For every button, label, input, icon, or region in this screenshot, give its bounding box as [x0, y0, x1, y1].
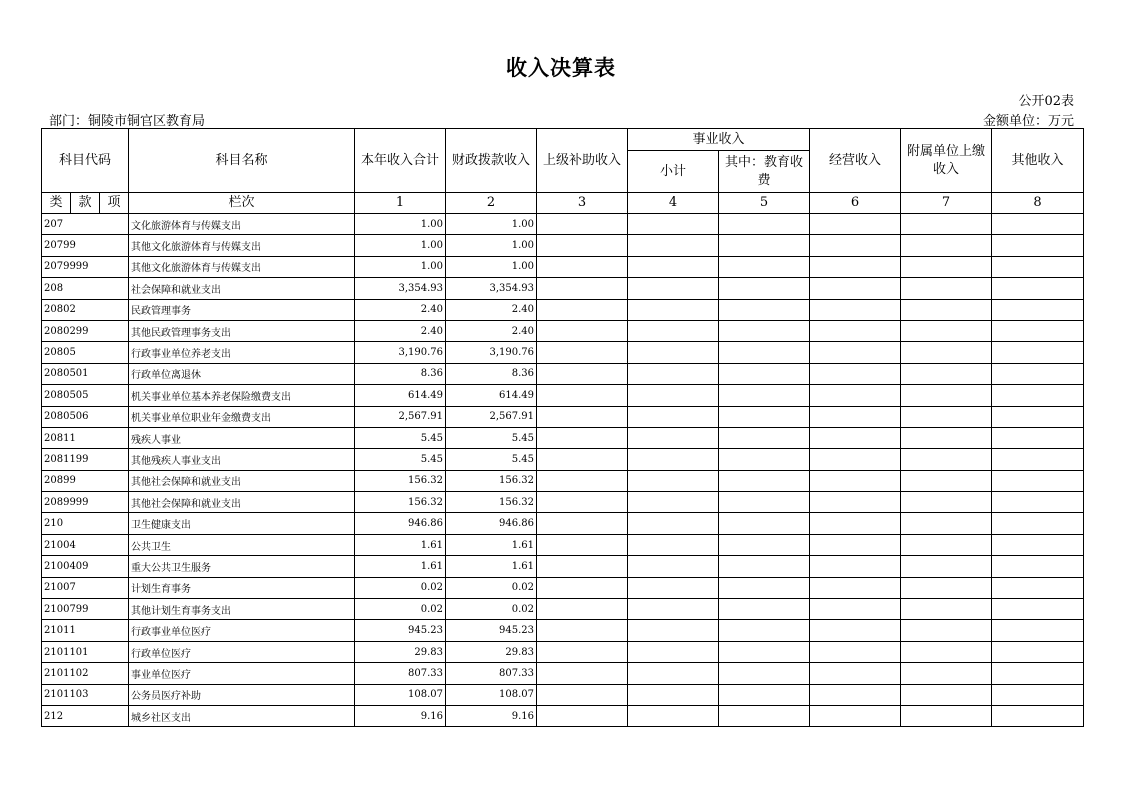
affiliated-income-cell	[901, 599, 992, 620]
operating-income-cell	[810, 684, 901, 705]
affiliated-income-cell	[901, 406, 992, 427]
fiscal-appropriation-cell: 0.02	[446, 599, 537, 620]
other-income-cell	[992, 214, 1084, 235]
other-income-cell	[992, 705, 1084, 726]
business-subtotal-cell	[628, 385, 719, 406]
fiscal-appropriation-cell: 156.32	[446, 492, 537, 513]
superior-subsidy-cell	[537, 427, 628, 448]
affiliated-income-cell	[901, 214, 992, 235]
total-income-cell: 807.33	[355, 663, 446, 684]
total-income-cell: 9.16	[355, 705, 446, 726]
operating-income-cell	[810, 256, 901, 277]
table-row	[42, 663, 1084, 684]
total-income-cell: 1.00	[355, 256, 446, 277]
superior-subsidy-cell	[537, 363, 628, 384]
table-row	[42, 684, 1084, 705]
business-subtotal-cell	[628, 641, 719, 662]
business-edu-fee-cell	[719, 256, 810, 277]
business-subtotal-cell	[628, 299, 719, 320]
fiscal-appropriation-cell: 108.07	[446, 684, 537, 705]
total-income-cell: 156.32	[355, 492, 446, 513]
subject-code-cell: 2100409	[42, 556, 129, 577]
header-business-subtotal: 小计	[628, 151, 719, 193]
subject-name-cell: 其他文化旅游体育与传媒支出	[129, 235, 355, 256]
total-income-cell: 29.83	[355, 641, 446, 662]
table-row	[42, 320, 1084, 341]
other-income-cell	[992, 641, 1084, 662]
subject-name-cell: 事业单位医疗	[129, 663, 355, 684]
subject-code-cell: 2080505	[42, 385, 129, 406]
business-edu-fee-cell	[719, 705, 810, 726]
affiliated-income-cell	[901, 385, 992, 406]
business-edu-fee-cell	[719, 620, 810, 641]
other-income-cell	[992, 299, 1084, 320]
business-edu-fee-cell	[719, 556, 810, 577]
superior-subsidy-cell	[537, 684, 628, 705]
table-row	[42, 406, 1084, 427]
subject-name-cell: 计划生育事务	[129, 577, 355, 598]
header-col-7: 7	[901, 193, 992, 214]
unit-label: 金额单位：万元	[982, 114, 1074, 129]
subject-code-cell: 21007	[42, 577, 129, 598]
subject-code-cell: 2081199	[42, 449, 129, 470]
business-subtotal-cell	[628, 492, 719, 513]
affiliated-income-cell	[901, 641, 992, 662]
table-row	[42, 705, 1084, 726]
subject-code-cell: 20805	[42, 342, 129, 363]
superior-subsidy-cell	[537, 320, 628, 341]
other-income-cell	[992, 577, 1084, 598]
fiscal-appropriation-cell: 8.36	[446, 363, 537, 384]
operating-income-cell	[810, 534, 901, 555]
affiliated-income-cell	[901, 427, 992, 448]
other-income-cell	[992, 599, 1084, 620]
fiscal-appropriation-cell: 5.45	[446, 427, 537, 448]
table-row	[42, 214, 1084, 235]
operating-income-cell	[810, 320, 901, 341]
business-edu-fee-cell	[719, 235, 810, 256]
fiscal-appropriation-cell: 614.49	[446, 385, 537, 406]
subject-name-cell: 重大公共卫生服务	[129, 556, 355, 577]
other-income-cell	[992, 235, 1084, 256]
header-total: 本年收入合计	[355, 129, 446, 193]
affiliated-income-cell	[901, 513, 992, 534]
business-subtotal-cell	[628, 235, 719, 256]
subject-name-cell: 公务员医疗补助	[129, 684, 355, 705]
superior-subsidy-cell	[537, 513, 628, 534]
affiliated-income-cell	[901, 577, 992, 598]
form-number: 公开02表	[1018, 94, 1074, 109]
business-edu-fee-cell	[719, 492, 810, 513]
subject-name-cell: 公共卫生	[129, 534, 355, 555]
total-income-cell: 0.02	[355, 599, 446, 620]
fiscal-appropriation-cell: 2.40	[446, 320, 537, 341]
superior-subsidy-cell	[537, 449, 628, 470]
business-subtotal-cell	[628, 513, 719, 534]
header-xiang: 项	[100, 193, 129, 214]
income-table	[41, 128, 1084, 727]
superior-subsidy-cell	[537, 620, 628, 641]
subject-code-cell: 2101102	[42, 663, 129, 684]
subject-name-cell: 其他社会保障和就业支出	[129, 470, 355, 491]
fiscal-appropriation-cell: 1.00	[446, 235, 537, 256]
operating-income-cell	[810, 385, 901, 406]
business-edu-fee-cell	[719, 427, 810, 448]
subject-name-cell: 行政事业单位养老支出	[129, 342, 355, 363]
affiliated-income-cell	[901, 235, 992, 256]
other-income-cell	[992, 256, 1084, 277]
operating-income-cell	[810, 363, 901, 384]
business-subtotal-cell	[628, 363, 719, 384]
superior-subsidy-cell	[537, 235, 628, 256]
other-income-cell	[992, 385, 1084, 406]
superior-subsidy-cell	[537, 470, 628, 491]
other-income-cell	[992, 470, 1084, 491]
other-income-cell	[992, 342, 1084, 363]
fiscal-appropriation-cell: 3,190.76	[446, 342, 537, 363]
subject-name-cell: 卫生健康支出	[129, 513, 355, 534]
superior-subsidy-cell	[537, 599, 628, 620]
business-edu-fee-cell	[719, 577, 810, 598]
subject-name-cell: 其他文化旅游体育与传媒支出	[129, 256, 355, 277]
other-income-cell	[992, 449, 1084, 470]
superior-subsidy-cell	[537, 556, 628, 577]
header-col-6: 6	[810, 193, 901, 214]
affiliated-income-cell	[901, 256, 992, 277]
table-row	[42, 342, 1084, 363]
affiliated-income-cell	[901, 556, 992, 577]
business-subtotal-cell	[628, 278, 719, 299]
business-edu-fee-cell	[719, 299, 810, 320]
other-income-cell	[992, 534, 1084, 555]
business-subtotal-cell	[628, 620, 719, 641]
other-income-cell	[992, 620, 1084, 641]
page-title: 收入决算表	[506, 55, 616, 80]
other-income-cell	[992, 278, 1084, 299]
header-lei: 类	[42, 193, 71, 214]
operating-income-cell	[810, 470, 901, 491]
business-edu-fee-cell	[719, 684, 810, 705]
fiscal-appropriation-cell: 946.86	[446, 513, 537, 534]
header-kuan: 款	[71, 193, 100, 214]
total-income-cell: 5.45	[355, 449, 446, 470]
operating-income-cell	[810, 278, 901, 299]
total-income-cell: 1.61	[355, 556, 446, 577]
superior-subsidy-cell	[537, 278, 628, 299]
table-row	[42, 235, 1084, 256]
total-income-cell: 945.23	[355, 620, 446, 641]
business-edu-fee-cell	[719, 385, 810, 406]
operating-income-cell	[810, 214, 901, 235]
affiliated-income-cell	[901, 449, 992, 470]
fiscal-appropriation-cell: 1.00	[446, 256, 537, 277]
header-col-5: 5	[719, 193, 810, 214]
subject-code-cell: 2079999	[42, 256, 129, 277]
total-income-cell: 1.00	[355, 235, 446, 256]
fiscal-appropriation-cell: 29.83	[446, 641, 537, 662]
operating-income-cell	[810, 705, 901, 726]
table-row	[42, 363, 1084, 384]
subject-name-cell: 行政事业单位医疗	[129, 620, 355, 641]
fiscal-appropriation-cell: 3,354.93	[446, 278, 537, 299]
subject-name-cell: 残疾人事业	[129, 427, 355, 448]
operating-income-cell	[810, 299, 901, 320]
business-edu-fee-cell	[719, 214, 810, 235]
total-income-cell: 108.07	[355, 684, 446, 705]
business-subtotal-cell	[628, 556, 719, 577]
table-row	[42, 449, 1084, 470]
business-subtotal-cell	[628, 256, 719, 277]
fiscal-appropriation-cell: 5.45	[446, 449, 537, 470]
total-income-cell: 3,190.76	[355, 342, 446, 363]
other-income-cell	[992, 406, 1084, 427]
subject-code-cell: 20899	[42, 470, 129, 491]
operating-income-cell	[810, 342, 901, 363]
subject-code-cell: 2100799	[42, 599, 129, 620]
superior-subsidy-cell	[537, 705, 628, 726]
subject-code-cell: 2080506	[42, 406, 129, 427]
other-income-cell	[992, 556, 1084, 577]
business-edu-fee-cell	[719, 663, 810, 684]
header-business: 事业收入	[628, 129, 810, 151]
table-row	[42, 385, 1084, 406]
other-income-cell	[992, 492, 1084, 513]
affiliated-income-cell	[901, 705, 992, 726]
affiliated-income-cell	[901, 320, 992, 341]
affiliated-income-cell	[901, 492, 992, 513]
subject-code-cell: 210	[42, 513, 129, 534]
operating-income-cell	[810, 235, 901, 256]
subject-name-cell: 机关事业单位职业年金缴费支出	[129, 406, 355, 427]
fiscal-appropriation-cell: 0.02	[446, 577, 537, 598]
business-edu-fee-cell	[719, 363, 810, 384]
operating-income-cell	[810, 513, 901, 534]
business-edu-fee-cell	[719, 513, 810, 534]
header-affiliated: 附属单位上缴收入	[901, 129, 992, 193]
subject-name-cell: 机关事业单位基本养老保险缴费支出	[129, 385, 355, 406]
superior-subsidy-cell	[537, 342, 628, 363]
fiscal-appropriation-cell: 2.40	[446, 299, 537, 320]
business-subtotal-cell	[628, 705, 719, 726]
subject-name-cell: 社会保障和就业支出	[129, 278, 355, 299]
operating-income-cell	[810, 599, 901, 620]
total-income-cell: 614.49	[355, 385, 446, 406]
fiscal-appropriation-cell: 2,567.91	[446, 406, 537, 427]
header-code: 科目代码	[42, 129, 129, 193]
header-col-8: 8	[992, 193, 1084, 214]
affiliated-income-cell	[901, 684, 992, 705]
business-subtotal-cell	[628, 599, 719, 620]
total-income-cell: 156.32	[355, 470, 446, 491]
operating-income-cell	[810, 663, 901, 684]
business-subtotal-cell	[628, 577, 719, 598]
department-label: 部门：铜陵市铜官区教育局	[49, 114, 206, 129]
business-edu-fee-cell	[719, 641, 810, 662]
operating-income-cell	[810, 556, 901, 577]
business-subtotal-cell	[628, 534, 719, 555]
affiliated-income-cell	[901, 620, 992, 641]
superior-subsidy-cell	[537, 534, 628, 555]
subject-code-cell: 2089999	[42, 492, 129, 513]
subject-code-cell: 208	[42, 278, 129, 299]
fiscal-appropriation-cell: 9.16	[446, 705, 537, 726]
header-other: 其他收入	[992, 129, 1084, 193]
subject-name-cell: 其他民政管理事务支出	[129, 320, 355, 341]
superior-subsidy-cell	[537, 577, 628, 598]
total-income-cell: 0.02	[355, 577, 446, 598]
subject-code-cell: 21004	[42, 534, 129, 555]
affiliated-income-cell	[901, 278, 992, 299]
total-income-cell: 1.00	[355, 214, 446, 235]
table-row	[42, 620, 1084, 641]
table-row	[42, 299, 1084, 320]
other-income-cell	[992, 663, 1084, 684]
subject-name-cell: 城乡社区支出	[129, 705, 355, 726]
business-edu-fee-cell	[719, 342, 810, 363]
affiliated-income-cell	[901, 342, 992, 363]
business-subtotal-cell	[628, 663, 719, 684]
subject-name-cell: 行政单位医疗	[129, 641, 355, 662]
other-income-cell	[992, 363, 1084, 384]
header-column-no: 栏次	[129, 193, 355, 214]
other-income-cell	[992, 320, 1084, 341]
header-operating: 经营收入	[810, 129, 901, 193]
table-row	[42, 492, 1084, 513]
business-subtotal-cell	[628, 406, 719, 427]
table-row	[42, 577, 1084, 598]
affiliated-income-cell	[901, 663, 992, 684]
other-income-cell	[992, 684, 1084, 705]
fiscal-appropriation-cell: 156.32	[446, 470, 537, 491]
fiscal-appropriation-cell: 1.61	[446, 534, 537, 555]
header-superior: 上级补助收入	[537, 129, 628, 193]
table-row	[42, 641, 1084, 662]
subject-code-cell: 2101101	[42, 641, 129, 662]
header-name: 科目名称	[129, 129, 355, 193]
header-business-edu: 其中：教育收费	[719, 151, 810, 193]
total-income-cell: 3,354.93	[355, 278, 446, 299]
business-subtotal-cell	[628, 320, 719, 341]
business-subtotal-cell	[628, 449, 719, 470]
business-edu-fee-cell	[719, 320, 810, 341]
superior-subsidy-cell	[537, 256, 628, 277]
table-row	[42, 513, 1084, 534]
operating-income-cell	[810, 427, 901, 448]
operating-income-cell	[810, 620, 901, 641]
other-income-cell	[992, 513, 1084, 534]
fiscal-appropriation-cell: 1.00	[446, 214, 537, 235]
other-income-cell	[992, 427, 1084, 448]
subject-code-cell: 20799	[42, 235, 129, 256]
superior-subsidy-cell	[537, 663, 628, 684]
operating-income-cell	[810, 406, 901, 427]
superior-subsidy-cell	[537, 406, 628, 427]
table-row	[42, 427, 1084, 448]
total-income-cell: 5.45	[355, 427, 446, 448]
operating-income-cell	[810, 641, 901, 662]
operating-income-cell	[810, 577, 901, 598]
affiliated-income-cell	[901, 534, 992, 555]
table-row	[42, 534, 1084, 555]
business-edu-fee-cell	[719, 599, 810, 620]
business-subtotal-cell	[628, 470, 719, 491]
business-edu-fee-cell	[719, 449, 810, 470]
affiliated-income-cell	[901, 363, 992, 384]
subject-name-cell: 民政管理事务	[129, 299, 355, 320]
subject-code-cell: 20802	[42, 299, 129, 320]
subject-code-cell: 212	[42, 705, 129, 726]
affiliated-income-cell	[901, 299, 992, 320]
business-subtotal-cell	[628, 684, 719, 705]
subject-code-cell: 21011	[42, 620, 129, 641]
subject-name-cell: 其他社会保障和就业支出	[129, 492, 355, 513]
total-income-cell: 2.40	[355, 299, 446, 320]
business-subtotal-cell	[628, 214, 719, 235]
total-income-cell: 2,567.91	[355, 406, 446, 427]
business-edu-fee-cell	[719, 470, 810, 491]
affiliated-income-cell	[901, 470, 992, 491]
header-col-3: 3	[537, 193, 628, 214]
subject-code-cell: 20811	[42, 427, 129, 448]
business-subtotal-cell	[628, 427, 719, 448]
fiscal-appropriation-cell: 945.23	[446, 620, 537, 641]
table-row	[42, 256, 1084, 277]
table-row	[42, 278, 1084, 299]
business-edu-fee-cell	[719, 278, 810, 299]
business-subtotal-cell	[628, 342, 719, 363]
subject-name-cell: 其他残疾人事业支出	[129, 449, 355, 470]
superior-subsidy-cell	[537, 492, 628, 513]
subject-code-cell: 2080299	[42, 320, 129, 341]
subject-name-cell: 文化旅游体育与传媒支出	[129, 214, 355, 235]
subject-code-cell: 207	[42, 214, 129, 235]
subject-code-cell: 2101103	[42, 684, 129, 705]
business-edu-fee-cell	[719, 406, 810, 427]
total-income-cell: 946.86	[355, 513, 446, 534]
header-fiscal: 财政拨款收入	[446, 129, 537, 193]
subject-name-cell: 行政单位离退休	[129, 363, 355, 384]
fiscal-appropriation-cell: 1.61	[446, 556, 537, 577]
superior-subsidy-cell	[537, 385, 628, 406]
business-edu-fee-cell	[719, 534, 810, 555]
table-row	[42, 470, 1084, 491]
operating-income-cell	[810, 449, 901, 470]
header-col-2: 2	[446, 193, 537, 214]
total-income-cell: 1.61	[355, 534, 446, 555]
subject-name-cell: 其他计划生育事务支出	[129, 599, 355, 620]
header-col-4: 4	[628, 193, 719, 214]
total-income-cell: 8.36	[355, 363, 446, 384]
superior-subsidy-cell	[537, 641, 628, 662]
superior-subsidy-cell	[537, 214, 628, 235]
total-income-cell: 2.40	[355, 320, 446, 341]
header-col-1: 1	[355, 193, 446, 214]
table-row	[42, 599, 1084, 620]
fiscal-appropriation-cell: 807.33	[446, 663, 537, 684]
superior-subsidy-cell	[537, 299, 628, 320]
operating-income-cell	[810, 492, 901, 513]
subject-code-cell: 2080501	[42, 363, 129, 384]
table-row	[42, 556, 1084, 577]
